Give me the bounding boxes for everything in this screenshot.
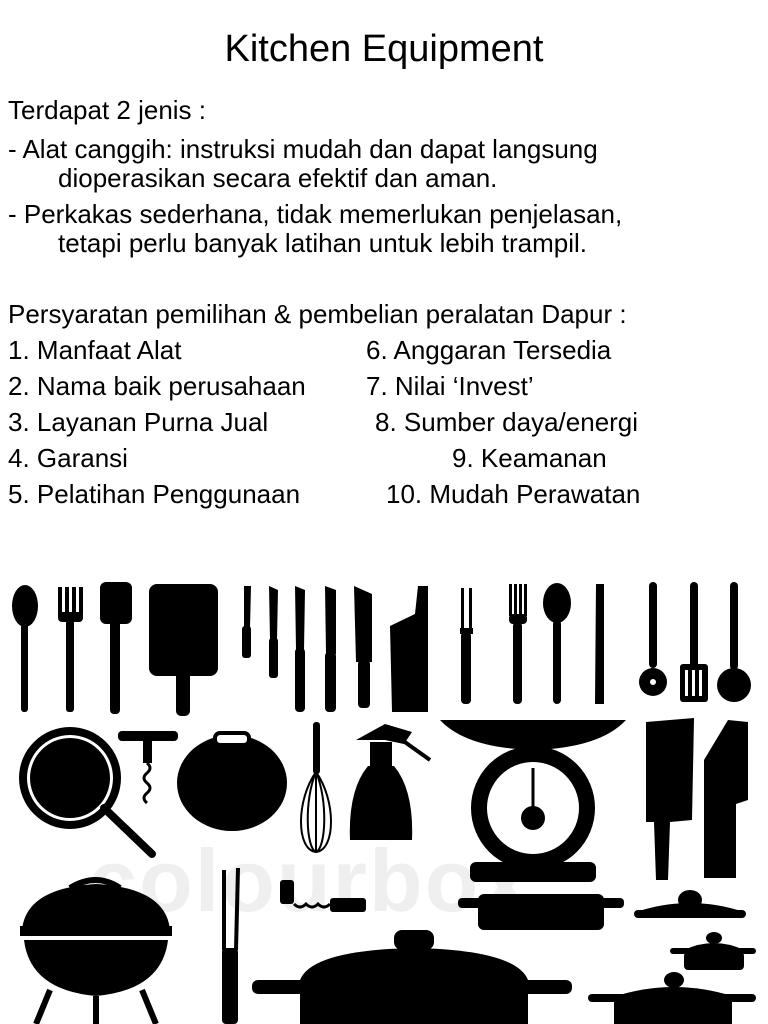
small-pot-icon [670,932,756,970]
ladle-icon [717,582,751,702]
watermark: colourbox [88,831,532,930]
intro-item-1-line-1: - Alat canggih: instruksi mudah dan dapat langsung [8,134,598,164]
requirement-item: 6. Anggaran Tersedia [366,335,612,365]
lid-icon [177,733,287,831]
intro-item-2-line-1: - Perkakas sederhana, tidak memerlukan penjelasan, [8,199,623,229]
casserole-icon [588,972,756,1024]
meat-fork-icon [460,588,473,704]
requirement-item: 9. Keamanan [452,443,607,473]
spray-bottle-icon [350,724,430,840]
requirement-item: 7. Nilai ‘Invest’ [366,371,534,401]
pot-icon [252,930,572,1024]
kitchen-utensils-illustration [0,570,768,1024]
page-title: Kitchen Equipment [224,28,544,70]
requirements-heading: Persyaratan pemilihan & pembelian peralatan Dapur : [8,299,627,329]
corkscrew-icon [118,731,178,803]
pot-lid-icon [634,890,746,918]
requirement-item: 10. Mudah Perawatan [386,479,641,509]
slotted-turner-icon [680,582,708,702]
spoon-icon [543,583,604,704]
knife-icon [242,586,428,712]
fork-icon [58,587,83,712]
intro-item-2-line-2: tetapi perlu banyak latihan untuk lebih trampil. [58,228,587,258]
intro-heading: Terdapat 2 jenis : [8,95,207,125]
requirement-item: 5. Pelatihan Penggunaan [8,479,301,509]
requirement-item: 3. Layanan Purna Jual [8,407,269,437]
fork-icon [509,584,527,704]
spatula-icon [100,582,132,714]
slotted-spoon-icon [639,582,667,696]
cutting-board-icon [149,584,218,716]
intro-item-1-line-2: dioperasikan secara efektif dan aman. [58,163,498,193]
spoon-icon [12,585,38,712]
requirement-item: 4. Garansi [8,443,128,473]
requirement-item: 2. Nama baik perusahaan [8,371,306,401]
cleaver-icon [646,718,748,880]
requirement-item: 1. Manfaat Alat [8,335,182,365]
requirement-item: 8. Sumber daya/energi [375,407,639,437]
